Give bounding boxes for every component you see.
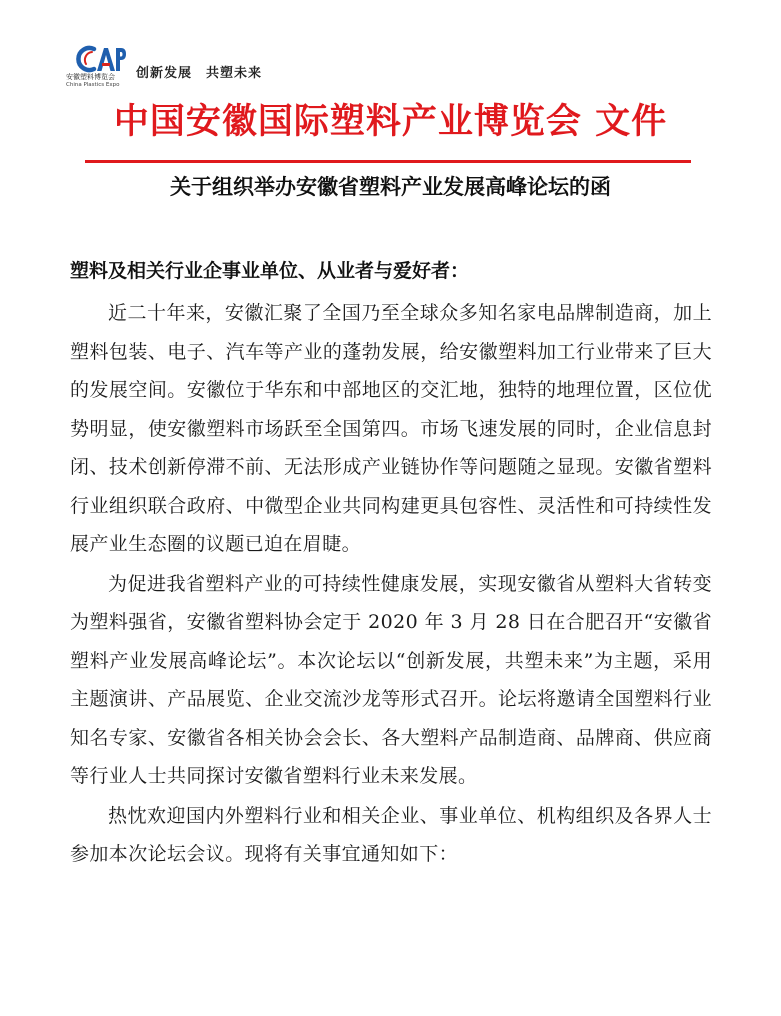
- document-body: [70, 294, 712, 874]
- document-subject: 关于组织举办安徽省塑料产业发展高峰论坛的函: [170, 174, 611, 199]
- header-slogan: 创新发展 共塑未来: [136, 66, 263, 81]
- logo-chinese-name: 安徽塑料博览会: [66, 73, 115, 81]
- expo-logo: [66, 44, 132, 94]
- cap-logo-mark-icon: [74, 44, 126, 74]
- masthead-divider: [85, 160, 691, 163]
- body-paragraph-2: 为促进我省塑料产业的可持续性健康发展，实现安徽省从塑料大省转变为塑料强省，安徽省塑料协会定于 2020 年 3 月 28 日在合肥召开“安徽省塑料产业发展高峰论坛”。本次论坛以“创新发展，共塑未来”为主题，采用主题演讲、产品展览、企业交流沙龙等形式召开。论坛将邀请全国塑料行业知名专家、安徽省各相关协会会长、各大塑料产品制造商、品牌商、供应商等行业人士共同探讨安徽省塑料行业未来发展。: [70, 572, 712, 787]
- masthead-title: 中国安徽国际塑料产业博览会 文件: [113, 101, 668, 142]
- body-paragraph-3: 热忱欢迎国内外塑料行业和相关企业、事业单位、机构组织及各界人士参加本次论坛会议。现将有关事宜通知如下：: [70, 804, 712, 865]
- body-paragraph-1: 近二十年来，安徽汇聚了全国乃至全球众多知名家电品牌制造商，加上塑料包装、电子、汽车等产业的蓬勃发展，给安徽塑料加工行业带来了巨大的发展空间。安徽位于华东和中部地区的交汇地，独特的地理位置，区位优势明显，使安徽塑料市场跃至全国第四。市场飞速发展的同时，企业信息封闭、技术创新停滞不前、无法形成产业链协作等问题随之显现。安徽省塑料行业组织联合政府、中微型企业共同构建更具包容性、灵活性和可持续性发展产业生态圈的议题已迫在眉睫。: [70, 302, 712, 555]
- logo-english-name: China Plastics Expo: [66, 82, 120, 88]
- salutation: 塑料及相关行业企事业单位、从业者与爱好者：: [70, 260, 470, 282]
